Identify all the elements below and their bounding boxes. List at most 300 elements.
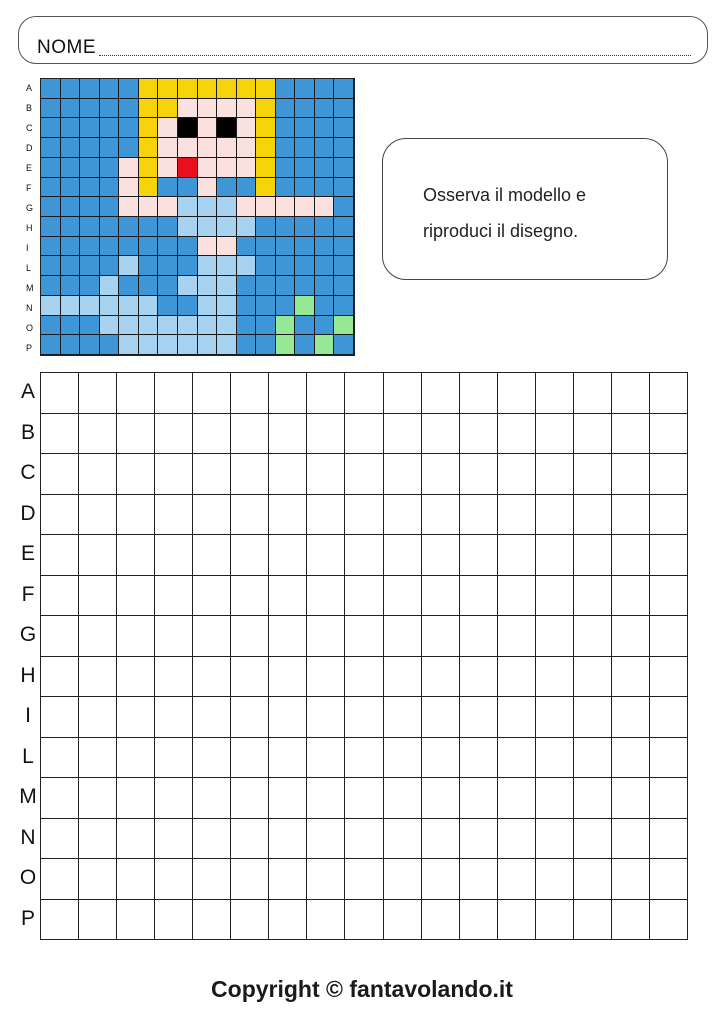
blank-grid-cell[interactable] bbox=[193, 900, 231, 941]
blank-grid-cell[interactable] bbox=[345, 819, 383, 860]
model-pixel-cell bbox=[139, 99, 159, 119]
blank-grid-cell[interactable] bbox=[650, 616, 688, 657]
model-pixel-cell bbox=[217, 79, 237, 99]
blank-grid-cell[interactable] bbox=[498, 495, 536, 536]
blank-grid-cell[interactable] bbox=[536, 778, 574, 819]
blank-grid-cell[interactable] bbox=[574, 859, 612, 900]
blank-grid-cell[interactable] bbox=[498, 900, 536, 941]
model-pixel-cell bbox=[80, 296, 100, 316]
blank-grid-cell[interactable] bbox=[307, 576, 345, 617]
model-pixel-cell bbox=[334, 237, 354, 257]
blank-grid-cell[interactable] bbox=[345, 414, 383, 455]
blank-grid-cell[interactable] bbox=[612, 657, 650, 698]
blank-grid-cell[interactable] bbox=[650, 535, 688, 576]
model-pixel-cell bbox=[276, 79, 296, 99]
model-pixel-cell bbox=[158, 118, 178, 138]
blank-grid-cell[interactable] bbox=[650, 738, 688, 779]
blank-grid-cell[interactable] bbox=[269, 616, 307, 657]
model-pixel-cell bbox=[315, 276, 335, 296]
blank-grid-cell[interactable] bbox=[460, 495, 498, 536]
blank-grid-cell[interactable] bbox=[345, 495, 383, 536]
model-pixel-cell bbox=[100, 256, 120, 276]
blank-grid-cell[interactable] bbox=[345, 657, 383, 698]
blank-grid-cell[interactable] bbox=[422, 819, 460, 860]
blank-grid-cell[interactable] bbox=[384, 697, 422, 738]
blank-grid-cell[interactable] bbox=[41, 859, 79, 900]
blank-grid-cell[interactable] bbox=[269, 900, 307, 941]
blank-grid-cell[interactable] bbox=[307, 819, 345, 860]
blank-grid-cell[interactable] bbox=[79, 576, 117, 617]
name-field-box[interactable] bbox=[18, 16, 708, 64]
blank-grid-cell[interactable] bbox=[231, 738, 269, 779]
model-pixel-cell bbox=[276, 335, 296, 355]
blank-grid-cell[interactable] bbox=[79, 697, 117, 738]
blank-grid-cell[interactable] bbox=[41, 778, 79, 819]
blank-grid-cell[interactable] bbox=[193, 697, 231, 738]
blank-grid-cell[interactable] bbox=[269, 535, 307, 576]
blank-grid-cell[interactable] bbox=[79, 738, 117, 779]
blank-grid-cell[interactable] bbox=[422, 454, 460, 495]
blank-grid-cell[interactable] bbox=[650, 454, 688, 495]
model-pixel-cell bbox=[295, 118, 315, 138]
blank-grid-cell[interactable] bbox=[422, 738, 460, 779]
blank-grid-cell[interactable] bbox=[41, 576, 79, 617]
blank-grid-cell[interactable] bbox=[460, 859, 498, 900]
blank-grid-cell[interactable] bbox=[307, 535, 345, 576]
blank-grid-cell[interactable] bbox=[117, 657, 155, 698]
blank-grid-cell[interactable] bbox=[155, 738, 193, 779]
blank-grid-cell[interactable] bbox=[612, 414, 650, 455]
blank-grid-cell[interactable] bbox=[269, 657, 307, 698]
blank-grid-cell[interactable] bbox=[650, 495, 688, 536]
blank-grid-cell[interactable] bbox=[460, 373, 498, 414]
blank-grid-cell[interactable] bbox=[384, 616, 422, 657]
blank-grid-cell[interactable] bbox=[155, 657, 193, 698]
name-label: NOME bbox=[37, 37, 96, 58]
model-pixel-cell bbox=[80, 316, 100, 336]
blank-grid-cell[interactable] bbox=[574, 778, 612, 819]
blank-grid-cell[interactable] bbox=[612, 778, 650, 819]
blank-grid-cell[interactable] bbox=[307, 859, 345, 900]
blank-grid-cell[interactable] bbox=[117, 616, 155, 657]
blank-grid-cell[interactable] bbox=[574, 819, 612, 860]
blank-grid-cell[interactable] bbox=[155, 576, 193, 617]
blank-grid-cell[interactable] bbox=[536, 576, 574, 617]
blank-grid-cell[interactable] bbox=[41, 819, 79, 860]
blank-grid-row-label: N bbox=[20, 825, 36, 849]
blank-grid-cell[interactable] bbox=[269, 495, 307, 536]
blank-grid-cell[interactable] bbox=[384, 414, 422, 455]
blank-grid-cell[interactable] bbox=[231, 859, 269, 900]
model-pixel-cell bbox=[139, 178, 159, 198]
blank-grid-cell[interactable] bbox=[536, 657, 574, 698]
blank-grid-cell[interactable] bbox=[422, 576, 460, 617]
blank-grid-cell[interactable] bbox=[574, 657, 612, 698]
blank-grid-cell[interactable] bbox=[41, 657, 79, 698]
blank-grid-cell[interactable] bbox=[155, 778, 193, 819]
blank-grid-cell[interactable] bbox=[231, 900, 269, 941]
blank-grid-cell[interactable] bbox=[155, 697, 193, 738]
blank-grid-cell[interactable] bbox=[41, 535, 79, 576]
blank-grid-cell[interactable] bbox=[345, 697, 383, 738]
model-row-label: G bbox=[26, 203, 34, 213]
model-pixel-cell bbox=[41, 197, 61, 217]
blank-grid-cell[interactable] bbox=[231, 454, 269, 495]
blank-grid-cell[interactable] bbox=[536, 454, 574, 495]
model-pixel-cell bbox=[158, 99, 178, 119]
blank-grid-cell[interactable] bbox=[155, 859, 193, 900]
blank-grid-cell[interactable] bbox=[460, 454, 498, 495]
model-pixel-cell bbox=[217, 197, 237, 217]
blank-grid-cell[interactable] bbox=[574, 414, 612, 455]
blank-grid-cell[interactable] bbox=[307, 778, 345, 819]
blank-grid-cell[interactable] bbox=[650, 657, 688, 698]
model-pixel-cell bbox=[61, 276, 81, 296]
blank-grid-cell[interactable] bbox=[307, 495, 345, 536]
blank-grid-cell[interactable] bbox=[536, 819, 574, 860]
blank-grid-cell[interactable] bbox=[384, 859, 422, 900]
blank-grid-cell[interactable] bbox=[231, 414, 269, 455]
blank-grid-cell[interactable] bbox=[498, 414, 536, 455]
blank-grid-cell[interactable] bbox=[193, 738, 231, 779]
blank-grid-cell[interactable] bbox=[345, 859, 383, 900]
model-pixel-cell bbox=[61, 256, 81, 276]
blank-grid-cell[interactable] bbox=[384, 819, 422, 860]
blank-grid-cell[interactable] bbox=[117, 697, 155, 738]
blank-grid-cell[interactable] bbox=[345, 616, 383, 657]
blank-grid-cell[interactable] bbox=[574, 697, 612, 738]
blank-grid-cell[interactable] bbox=[536, 738, 574, 779]
blank-grid-cell[interactable] bbox=[422, 495, 460, 536]
blank-grid-cell[interactable] bbox=[79, 495, 117, 536]
blank-grid-cell[interactable] bbox=[498, 738, 536, 779]
blank-grid-cell[interactable] bbox=[231, 778, 269, 819]
model-row-label: B bbox=[26, 103, 33, 113]
model-pixel-cell bbox=[119, 276, 139, 296]
model-pixel-cell bbox=[158, 178, 178, 198]
blank-grid-cell[interactable] bbox=[384, 657, 422, 698]
blank-grid-cell[interactable] bbox=[574, 535, 612, 576]
model-pixel-cell bbox=[256, 316, 276, 336]
blank-grid-cell[interactable] bbox=[612, 373, 650, 414]
blank-grid-cell[interactable] bbox=[612, 738, 650, 779]
blank-grid-cell[interactable] bbox=[612, 819, 650, 860]
blank-grid-cell[interactable] bbox=[231, 373, 269, 414]
blank-grid-cell[interactable] bbox=[460, 535, 498, 576]
blank-grid-cell[interactable] bbox=[460, 738, 498, 779]
blank-grid-cell[interactable] bbox=[79, 900, 117, 941]
blank-grid-cell[interactable] bbox=[345, 373, 383, 414]
blank-grid-cell[interactable] bbox=[384, 495, 422, 536]
blank-grid-cell[interactable] bbox=[498, 454, 536, 495]
model-pixel-cell bbox=[80, 99, 100, 119]
blank-grid-cell[interactable] bbox=[307, 373, 345, 414]
blank-grid-cell[interactable] bbox=[460, 657, 498, 698]
model-pixel-cell bbox=[61, 316, 81, 336]
blank-grid-cell[interactable] bbox=[460, 414, 498, 455]
blank-grid-cell[interactable] bbox=[117, 414, 155, 455]
blank-grid-cell[interactable] bbox=[536, 535, 574, 576]
blank-grid-cell[interactable] bbox=[498, 778, 536, 819]
blank-grid-cell[interactable] bbox=[79, 778, 117, 819]
blank-grid-cell[interactable] bbox=[193, 373, 231, 414]
model-pixel-cell bbox=[100, 138, 120, 158]
blank-grid-cell[interactable] bbox=[536, 616, 574, 657]
blank-grid-cell[interactable] bbox=[307, 697, 345, 738]
blank-grid-cell[interactable] bbox=[536, 373, 574, 414]
model-pixel-cell bbox=[139, 237, 159, 257]
blank-grid-cell[interactable] bbox=[155, 454, 193, 495]
blank-grid-cell[interactable] bbox=[79, 657, 117, 698]
blank-grid-cell[interactable] bbox=[422, 900, 460, 941]
blank-grid-cell[interactable] bbox=[345, 778, 383, 819]
blank-grid-cell[interactable] bbox=[460, 778, 498, 819]
blank-grid-cell[interactable] bbox=[498, 657, 536, 698]
model-pixel-cell bbox=[276, 296, 296, 316]
blank-grid-cell[interactable] bbox=[574, 454, 612, 495]
blank-grid-cell[interactable] bbox=[384, 778, 422, 819]
model-pixel-cell bbox=[256, 335, 276, 355]
model-pixel-cell bbox=[61, 335, 81, 355]
blank-grid-cell[interactable] bbox=[498, 535, 536, 576]
blank-grid-cell[interactable] bbox=[650, 373, 688, 414]
blank-grid-cell[interactable] bbox=[193, 616, 231, 657]
name-write-line[interactable] bbox=[99, 55, 691, 56]
model-pixel-cell bbox=[276, 158, 296, 178]
blank-grid-cell[interactable] bbox=[536, 495, 574, 536]
model-pixel-cell bbox=[100, 79, 120, 99]
blank-grid-cell[interactable] bbox=[41, 454, 79, 495]
blank-grid-cell[interactable] bbox=[41, 900, 79, 941]
blank-grid-cell[interactable] bbox=[422, 414, 460, 455]
blank-grid-cell[interactable] bbox=[41, 616, 79, 657]
model-pixel-cell bbox=[198, 335, 218, 355]
blank-grid-cell[interactable] bbox=[79, 535, 117, 576]
blank-grid-cell[interactable] bbox=[384, 900, 422, 941]
blank-grid-cell[interactable] bbox=[612, 535, 650, 576]
blank-grid-cell[interactable] bbox=[650, 576, 688, 617]
blank-grid-cell[interactable] bbox=[422, 778, 460, 819]
model-pixel-cell bbox=[295, 335, 315, 355]
blank-grid-cell[interactable] bbox=[269, 859, 307, 900]
blank-grid-cell[interactable] bbox=[117, 778, 155, 819]
blank-grid-cell[interactable] bbox=[269, 697, 307, 738]
blank-grid-cell[interactable] bbox=[536, 697, 574, 738]
blank-grid-cell[interactable] bbox=[41, 738, 79, 779]
blank-grid-cell[interactable] bbox=[79, 373, 117, 414]
blank-grid-cell[interactable] bbox=[612, 900, 650, 941]
blank-grid-cell[interactable] bbox=[345, 738, 383, 779]
blank-drawing-grid[interactable] bbox=[40, 372, 688, 940]
blank-grid-cell[interactable] bbox=[422, 373, 460, 414]
blank-grid-cell[interactable] bbox=[117, 454, 155, 495]
blank-grid-cell[interactable] bbox=[117, 495, 155, 536]
blank-grid-cell[interactable] bbox=[650, 778, 688, 819]
blank-grid-cell[interactable] bbox=[422, 697, 460, 738]
blank-grid-cell[interactable] bbox=[193, 454, 231, 495]
blank-grid-cell[interactable] bbox=[384, 454, 422, 495]
blank-grid-cell[interactable] bbox=[460, 616, 498, 657]
model-pixel-cell bbox=[139, 158, 159, 178]
blank-grid-cell[interactable] bbox=[155, 414, 193, 455]
blank-grid-cell[interactable] bbox=[384, 373, 422, 414]
blank-grid-cell[interactable] bbox=[498, 373, 536, 414]
blank-grid-cell[interactable] bbox=[574, 576, 612, 617]
blank-grid-cell[interactable] bbox=[384, 576, 422, 617]
blank-grid-cell[interactable] bbox=[384, 535, 422, 576]
model-pixel-cell bbox=[41, 256, 61, 276]
blank-grid-cell[interactable] bbox=[79, 616, 117, 657]
blank-grid-cell[interactable] bbox=[41, 495, 79, 536]
blank-grid-cell[interactable] bbox=[231, 697, 269, 738]
blank-grid-cell[interactable] bbox=[231, 819, 269, 860]
blank-grid-row-label: E bbox=[20, 542, 35, 565]
model-pixel-cell bbox=[80, 217, 100, 237]
blank-grid-cell[interactable] bbox=[269, 454, 307, 495]
blank-grid-cell[interactable] bbox=[307, 900, 345, 941]
blank-grid-cell[interactable] bbox=[269, 738, 307, 779]
blank-grid-cell[interactable] bbox=[460, 576, 498, 617]
model-pixel-cell bbox=[295, 217, 315, 237]
blank-grid-cell[interactable] bbox=[612, 616, 650, 657]
model-pixel-cell bbox=[276, 118, 296, 138]
model-pixel-cell bbox=[100, 158, 120, 178]
blank-grid-cell[interactable] bbox=[612, 697, 650, 738]
model-pixel-cell bbox=[139, 276, 159, 296]
blank-grid-cell[interactable] bbox=[79, 859, 117, 900]
blank-grid-cell[interactable] bbox=[155, 819, 193, 860]
blank-grid-cell[interactable] bbox=[307, 738, 345, 779]
blank-grid-cell[interactable] bbox=[117, 738, 155, 779]
blank-grid-cell[interactable] bbox=[345, 535, 383, 576]
blank-grid-cell[interactable] bbox=[650, 414, 688, 455]
blank-grid-cell[interactable] bbox=[231, 616, 269, 657]
blank-grid-cell[interactable] bbox=[612, 454, 650, 495]
blank-grid-cell[interactable] bbox=[155, 373, 193, 414]
blank-grid-cell[interactable] bbox=[650, 697, 688, 738]
blank-grid-cell[interactable] bbox=[117, 859, 155, 900]
blank-grid-cell[interactable] bbox=[422, 859, 460, 900]
blank-grid-cell[interactable] bbox=[79, 819, 117, 860]
model-row-label: D bbox=[26, 143, 33, 153]
blank-grid-cell[interactable] bbox=[498, 616, 536, 657]
blank-grid-cell[interactable] bbox=[41, 373, 79, 414]
blank-grid-cell[interactable] bbox=[41, 414, 79, 455]
blank-grid-cell[interactable] bbox=[193, 778, 231, 819]
blank-grid-cell[interactable] bbox=[384, 738, 422, 779]
blank-grid-cell[interactable] bbox=[155, 495, 193, 536]
blank-grid-cell[interactable] bbox=[231, 576, 269, 617]
model-pixel-cell bbox=[41, 79, 61, 99]
blank-grid-cell[interactable] bbox=[574, 616, 612, 657]
blank-grid-cell[interactable] bbox=[193, 576, 231, 617]
model-pixel-cell bbox=[237, 335, 257, 355]
blank-grid-cell[interactable] bbox=[269, 778, 307, 819]
blank-grid-cell[interactable] bbox=[650, 859, 688, 900]
model-pixel-cell bbox=[295, 158, 315, 178]
blank-grid-cell[interactable] bbox=[612, 576, 650, 617]
model-pixel-cell bbox=[41, 217, 61, 237]
blank-grid-cell[interactable] bbox=[193, 495, 231, 536]
blank-grid-cell[interactable] bbox=[574, 738, 612, 779]
blank-grid-cell[interactable] bbox=[79, 414, 117, 455]
blank-grid-cell[interactable] bbox=[345, 900, 383, 941]
blank-grid-cell[interactable] bbox=[193, 414, 231, 455]
blank-grid-cell[interactable] bbox=[269, 576, 307, 617]
model-pixel-cell bbox=[315, 118, 335, 138]
blank-grid-cell[interactable] bbox=[193, 859, 231, 900]
blank-grid-cell[interactable] bbox=[307, 616, 345, 657]
model-pixel-cell bbox=[139, 118, 159, 138]
blank-grid-cell[interactable] bbox=[460, 900, 498, 941]
blank-grid-cell[interactable] bbox=[231, 495, 269, 536]
blank-grid-cell[interactable] bbox=[650, 819, 688, 860]
blank-grid-cell[interactable] bbox=[269, 373, 307, 414]
blank-grid-cell[interactable] bbox=[574, 373, 612, 414]
blank-grid-cell[interactable] bbox=[498, 697, 536, 738]
blank-grid-cell[interactable] bbox=[460, 697, 498, 738]
blank-grid-cell[interactable] bbox=[422, 535, 460, 576]
model-pixel-cell bbox=[237, 158, 257, 178]
model-pixel-cell bbox=[178, 79, 198, 99]
blank-grid-cell[interactable] bbox=[422, 657, 460, 698]
blank-grid-cell[interactable] bbox=[41, 697, 79, 738]
model-pixel-cell bbox=[198, 118, 218, 138]
blank-grid-cell[interactable] bbox=[155, 900, 193, 941]
blank-grid-cell[interactable] bbox=[193, 819, 231, 860]
blank-grid-cell[interactable] bbox=[117, 576, 155, 617]
blank-grid-cell[interactable] bbox=[574, 900, 612, 941]
blank-grid-cell[interactable] bbox=[498, 819, 536, 860]
model-pixel-cell bbox=[334, 256, 354, 276]
blank-grid-cell[interactable] bbox=[117, 373, 155, 414]
blank-grid-cell[interactable] bbox=[193, 657, 231, 698]
blank-grid-cell[interactable] bbox=[117, 819, 155, 860]
blank-grid-cell[interactable] bbox=[498, 576, 536, 617]
blank-grid-cell[interactable] bbox=[155, 535, 193, 576]
model-pixel-cell bbox=[198, 138, 218, 158]
blank-grid-cell[interactable] bbox=[612, 859, 650, 900]
model-pixel-cell bbox=[295, 316, 315, 336]
blank-grid-cell[interactable] bbox=[574, 495, 612, 536]
blank-grid-cell[interactable] bbox=[193, 535, 231, 576]
blank-grid-cell[interactable] bbox=[612, 495, 650, 536]
blank-grid-cell[interactable] bbox=[307, 414, 345, 455]
blank-grid-cell[interactable] bbox=[79, 454, 117, 495]
blank-grid-cell[interactable] bbox=[536, 900, 574, 941]
blank-grid-cell[interactable] bbox=[231, 657, 269, 698]
model-pixel-cell bbox=[276, 237, 296, 257]
blank-grid-cell[interactable] bbox=[269, 414, 307, 455]
blank-grid-cell[interactable] bbox=[422, 616, 460, 657]
blank-grid-cell[interactable] bbox=[498, 859, 536, 900]
blank-grid-cell[interactable] bbox=[536, 859, 574, 900]
blank-grid-cell[interactable] bbox=[345, 454, 383, 495]
blank-grid-cell[interactable] bbox=[460, 819, 498, 860]
blank-grid-cell[interactable] bbox=[650, 900, 688, 941]
blank-grid-cell[interactable] bbox=[307, 657, 345, 698]
blank-grid-cell[interactable] bbox=[345, 576, 383, 617]
model-pixel-cell bbox=[100, 237, 120, 257]
model-pixel-cell bbox=[315, 237, 335, 257]
blank-grid-cell[interactable] bbox=[117, 900, 155, 941]
blank-grid-cell[interactable] bbox=[269, 819, 307, 860]
blank-grid-cell[interactable] bbox=[231, 535, 269, 576]
blank-grid-cell[interactable] bbox=[307, 454, 345, 495]
blank-grid-cell[interactable] bbox=[536, 414, 574, 455]
blank-grid-cell[interactable] bbox=[155, 616, 193, 657]
blank-grid-cell[interactable] bbox=[117, 535, 155, 576]
